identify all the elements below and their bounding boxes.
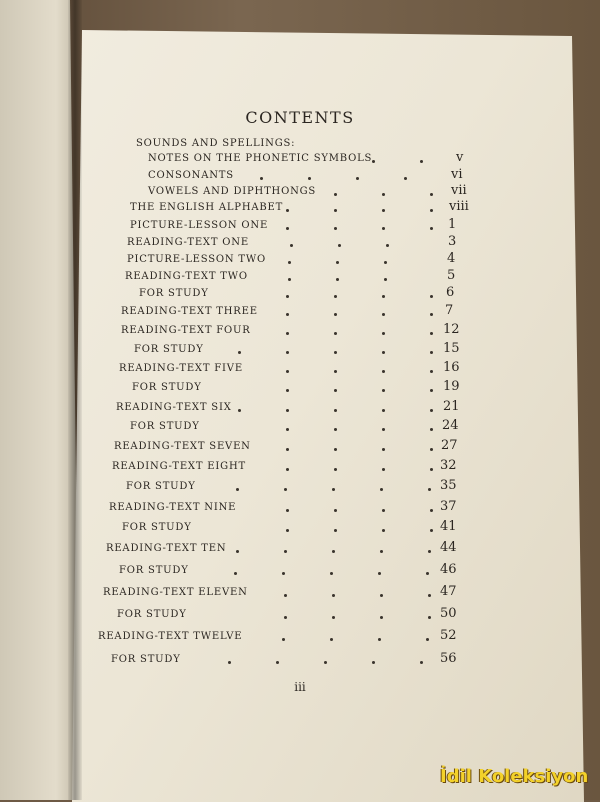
toc-leader-dots bbox=[286, 332, 434, 338]
toc-page-number: 24 bbox=[442, 418, 459, 433]
toc-entry-label: READING-TEXT EIGHT bbox=[112, 461, 246, 472]
leader-dot bbox=[428, 488, 431, 491]
toc-entry-label: FOR STUDY bbox=[122, 522, 192, 533]
leader-dot bbox=[308, 177, 311, 180]
leader-dot bbox=[334, 389, 337, 392]
leader-dot bbox=[286, 389, 289, 392]
toc-page-number: vi bbox=[451, 167, 463, 182]
leader-dot bbox=[334, 509, 337, 512]
toc-entry-label: NOTES ON THE PHONETIC SYMBOLS bbox=[148, 153, 373, 164]
toc-entry-label: READING-TEXT FIVE bbox=[119, 363, 243, 374]
leader-dot bbox=[286, 295, 289, 298]
leader-dot bbox=[382, 468, 385, 471]
leader-dot bbox=[430, 428, 433, 431]
toc-page-number: 1 bbox=[448, 217, 457, 232]
toc-entry-label: READING-TEXT NINE bbox=[109, 502, 237, 513]
toc-leader-dots bbox=[286, 529, 438, 535]
toc-leader-dots bbox=[286, 428, 436, 434]
leader-dot bbox=[430, 529, 433, 532]
toc-entry-label: FOR STUDY bbox=[134, 344, 204, 355]
page-title: CONTENTS bbox=[245, 108, 355, 127]
toc-leader-dots bbox=[260, 177, 434, 183]
toc-page-number: v bbox=[456, 150, 464, 165]
leader-dot bbox=[338, 244, 341, 247]
toc-entry-label: FOR STUDY bbox=[132, 382, 202, 393]
toc-leader-dots bbox=[286, 389, 434, 395]
leader-dot bbox=[286, 448, 289, 451]
leader-dot bbox=[334, 227, 337, 230]
leader-dot bbox=[334, 409, 337, 412]
toc-page-number: 4 bbox=[447, 251, 456, 266]
leader-dot bbox=[284, 594, 287, 597]
leader-dot bbox=[332, 550, 335, 553]
toc-entry-label: THE ENGLISH ALPHABET bbox=[130, 202, 284, 213]
leader-dot bbox=[286, 428, 289, 431]
leader-dot bbox=[382, 448, 385, 451]
leader-dot bbox=[384, 278, 387, 281]
toc-page-number: 6 bbox=[446, 285, 455, 300]
toc-page-number: 21 bbox=[443, 399, 460, 414]
leader-dot bbox=[282, 572, 285, 575]
toc-page-number: 16 bbox=[443, 360, 460, 375]
leader-dot bbox=[334, 370, 337, 373]
leader-dot bbox=[334, 448, 337, 451]
leader-dot bbox=[288, 261, 291, 264]
leader-dot bbox=[332, 488, 335, 491]
toc-entry-label: FOR STUDY bbox=[111, 654, 181, 665]
toc-page-number: viii bbox=[449, 199, 469, 214]
leader-dot bbox=[286, 509, 289, 512]
leader-dot bbox=[286, 227, 289, 230]
toc-leader-dots bbox=[286, 295, 434, 301]
leader-dot bbox=[334, 351, 337, 354]
toc-leader-dots bbox=[286, 227, 434, 233]
leader-dot bbox=[228, 661, 231, 664]
toc-entry-label: READING-TEXT SIX bbox=[116, 402, 232, 413]
leader-dot bbox=[286, 313, 289, 316]
leader-dot bbox=[284, 488, 287, 491]
toc-leader-dots bbox=[286, 313, 434, 319]
toc-page-number: 19 bbox=[443, 379, 460, 394]
leader-dot bbox=[430, 370, 433, 373]
leader-dot bbox=[334, 332, 337, 335]
leader-dot bbox=[234, 572, 237, 575]
leader-dot bbox=[382, 332, 385, 335]
leader-dot bbox=[382, 227, 385, 230]
toc-entry-label: VOWELS AND DIPHTHONGS bbox=[148, 186, 317, 197]
leader-dot bbox=[420, 661, 423, 664]
toc-leader-dots bbox=[286, 209, 434, 215]
leader-dot bbox=[334, 428, 337, 431]
toc-entry-label: READING-TEXT TWELVE bbox=[98, 631, 243, 642]
leader-dot bbox=[286, 529, 289, 532]
toc-leader-dots bbox=[238, 409, 436, 415]
leader-dot bbox=[382, 509, 385, 512]
leader-dot bbox=[382, 295, 385, 298]
leader-dot bbox=[286, 351, 289, 354]
leader-dot bbox=[238, 409, 241, 412]
leader-dot bbox=[282, 638, 285, 641]
toc-entry-label: READING-TEXT TEN bbox=[106, 543, 227, 554]
toc-leader-dots bbox=[372, 160, 434, 166]
toc-page-number: 32 bbox=[440, 458, 457, 473]
leader-dot bbox=[382, 428, 385, 431]
leader-dot bbox=[386, 244, 389, 247]
toc-entry-label: FOR STUDY bbox=[117, 609, 187, 620]
leader-dot bbox=[286, 370, 289, 373]
leader-dot bbox=[430, 509, 433, 512]
leader-dot bbox=[236, 550, 239, 553]
leader-dot bbox=[420, 160, 423, 163]
toc-page-number: 3 bbox=[448, 234, 457, 249]
leader-dot bbox=[356, 177, 359, 180]
toc-leader-dots bbox=[334, 193, 434, 199]
leader-dot bbox=[286, 409, 289, 412]
toc-page-number: 47 bbox=[440, 584, 457, 599]
leader-dot bbox=[380, 488, 383, 491]
leader-dot bbox=[286, 332, 289, 335]
leader-dot bbox=[334, 193, 337, 196]
toc-leader-dots bbox=[238, 351, 434, 357]
leader-dot bbox=[372, 160, 375, 163]
toc-leader-dots bbox=[228, 661, 444, 667]
toc-page-number: 35 bbox=[440, 478, 457, 493]
toc-page-number: 5 bbox=[447, 268, 456, 283]
leader-dot bbox=[430, 209, 433, 212]
toc-leader-dots bbox=[234, 572, 440, 578]
leader-dot bbox=[284, 550, 287, 553]
toc-page-number: 37 bbox=[440, 499, 457, 514]
leader-dot bbox=[336, 261, 339, 264]
leader-dot bbox=[382, 313, 385, 316]
leader-dot bbox=[330, 638, 333, 641]
watermark: İdil Koleksiyon bbox=[440, 766, 589, 787]
leader-dot bbox=[428, 616, 431, 619]
toc-page-number: 44 bbox=[440, 540, 457, 555]
leader-dot bbox=[284, 616, 287, 619]
leader-dot bbox=[430, 227, 433, 230]
leader-dot bbox=[430, 332, 433, 335]
toc-entry-label: FOR STUDY bbox=[126, 481, 196, 492]
toc-leader-dots bbox=[288, 278, 434, 284]
leader-dot bbox=[286, 209, 289, 212]
leader-dot bbox=[380, 594, 383, 597]
toc-entry-label: SOUNDS AND SPELLINGS: bbox=[136, 138, 296, 149]
leader-dot bbox=[334, 209, 337, 212]
toc-leader-dots bbox=[288, 261, 434, 267]
leader-dot bbox=[334, 468, 337, 471]
leader-dot bbox=[382, 193, 385, 196]
toc-entry-label: READING-TEXT THREE bbox=[121, 306, 258, 317]
toc-page-number: 15 bbox=[443, 341, 460, 356]
toc-page-number: 50 bbox=[440, 606, 457, 621]
leader-dot bbox=[430, 448, 433, 451]
toc-leader-dots bbox=[284, 616, 442, 622]
toc-page-number: 46 bbox=[440, 562, 457, 577]
toc-leader-dots bbox=[286, 448, 436, 454]
toc-entry-label: READING-TEXT ONE bbox=[127, 237, 249, 248]
toc-entry-label: READING-TEXT FOUR bbox=[121, 325, 251, 336]
toc-page-number: vii bbox=[451, 183, 467, 198]
leader-dot bbox=[426, 638, 429, 641]
leader-dot bbox=[430, 193, 433, 196]
leader-dot bbox=[430, 351, 433, 354]
leader-dot bbox=[336, 278, 339, 281]
leader-dot bbox=[330, 572, 333, 575]
leader-dot bbox=[428, 594, 431, 597]
leader-dot bbox=[382, 209, 385, 212]
toc-page-number: 56 bbox=[440, 651, 457, 666]
leader-dot bbox=[286, 468, 289, 471]
leader-dot bbox=[430, 313, 433, 316]
toc-entry-label: PICTURE-LESSON ONE bbox=[130, 220, 269, 231]
leader-dot bbox=[428, 550, 431, 553]
leader-dot bbox=[334, 295, 337, 298]
leader-dot bbox=[430, 389, 433, 392]
leader-dot bbox=[260, 177, 263, 180]
toc-page-number: 41 bbox=[440, 519, 457, 534]
leader-dot bbox=[380, 616, 383, 619]
leader-dot bbox=[430, 295, 433, 298]
toc-leader-dots bbox=[290, 244, 434, 250]
toc-entry-label: CONSONANTS bbox=[148, 170, 234, 181]
leader-dot bbox=[378, 638, 381, 641]
toc-page-number: 7 bbox=[445, 303, 454, 318]
toc-entry-label: FOR STUDY bbox=[139, 288, 209, 299]
toc-page-number: 52 bbox=[440, 628, 457, 643]
page-folio: iii bbox=[294, 680, 306, 694]
leader-dot bbox=[334, 313, 337, 316]
leader-dot bbox=[382, 409, 385, 412]
leader-dot bbox=[382, 529, 385, 532]
toc-leader-dots bbox=[286, 468, 436, 474]
toc-entry-label: READING-TEXT ELEVEN bbox=[103, 587, 248, 598]
toc-leader-dots bbox=[286, 509, 437, 515]
leader-dot bbox=[238, 351, 241, 354]
toc-entry-label: FOR STUDY bbox=[130, 421, 200, 432]
leader-dot bbox=[380, 550, 383, 553]
toc-leader-dots bbox=[282, 638, 443, 644]
leader-dot bbox=[372, 661, 375, 664]
leader-dot bbox=[382, 370, 385, 373]
leader-dot bbox=[404, 177, 407, 180]
leader-dot bbox=[332, 594, 335, 597]
leader-dot bbox=[324, 661, 327, 664]
toc-entry-label: READING-TEXT SEVEN bbox=[114, 441, 251, 452]
leader-dot bbox=[378, 572, 381, 575]
toc-page-number: 12 bbox=[443, 322, 460, 337]
toc-entry-label: READING-TEXT TWO bbox=[125, 271, 248, 282]
leader-dot bbox=[276, 661, 279, 664]
toc-leader-dots bbox=[286, 370, 434, 376]
toc-leader-dots bbox=[236, 488, 437, 494]
leader-dot bbox=[334, 529, 337, 532]
leader-dot bbox=[430, 468, 433, 471]
toc-entry-label: PICTURE-LESSON TWO bbox=[127, 254, 266, 265]
leader-dot bbox=[382, 389, 385, 392]
toc-leader-dots bbox=[284, 594, 441, 600]
leader-dot bbox=[430, 409, 433, 412]
toc-leader-dots bbox=[236, 550, 439, 556]
toc-entry-label: FOR STUDY bbox=[119, 565, 189, 576]
leader-dot bbox=[290, 244, 293, 247]
leader-dot bbox=[236, 488, 239, 491]
leader-dot bbox=[288, 278, 291, 281]
toc-page-number: 27 bbox=[441, 438, 458, 453]
leader-dot bbox=[382, 351, 385, 354]
leader-dot bbox=[332, 616, 335, 619]
leader-dot bbox=[426, 572, 429, 575]
leader-dot bbox=[384, 261, 387, 264]
